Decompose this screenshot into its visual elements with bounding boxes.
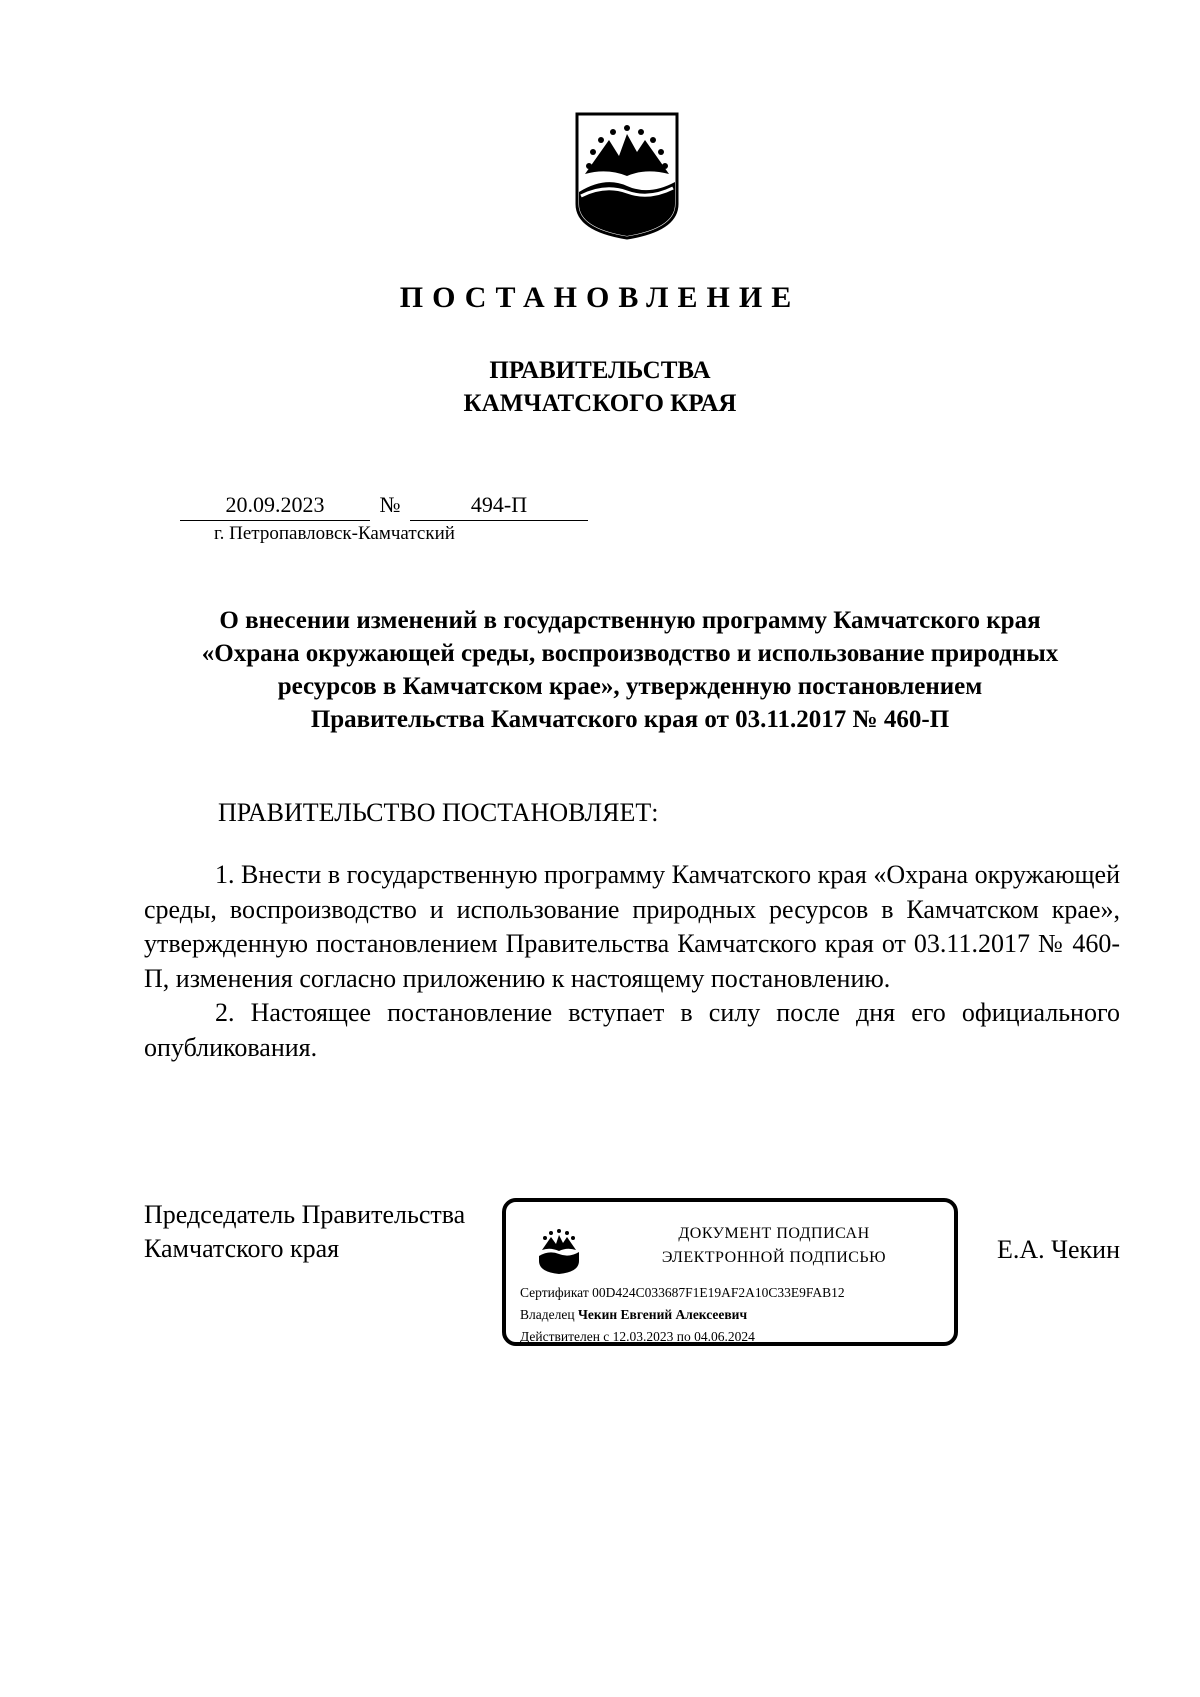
document-type-title: ПОСТАНОВЛЕНИЕ <box>399 281 801 314</box>
stamp-details <box>520 1282 845 1348</box>
signer-name: Е.А. Чекин <box>996 1235 1120 1264</box>
document-number: 494-П <box>410 490 588 521</box>
certificate-line <box>520 1282 845 1304</box>
certificate-label: Сертификат <box>520 1285 589 1300</box>
subject-line-4: Правительства Камчатского края от 03.11.2017 № 460-П <box>310 706 950 733</box>
subject-line-2: «Охрана окружающей среды, воспроизводство и использование природных <box>201 640 1059 667</box>
valid-to-label: по <box>676 1329 691 1344</box>
kamchatka-coat-of-arms-icon <box>575 112 679 240</box>
stamp-title-line-1: ДОКУМЕНТ ПОДПИСАН <box>678 1225 870 1242</box>
valid-from-value: 12.03.2023 <box>612 1329 674 1344</box>
electronic-signature-stamp <box>502 1198 958 1346</box>
validity-line <box>520 1326 845 1348</box>
issuer-title <box>0 354 1200 420</box>
subject-line-1: О внесении изменений в государственную программу Камчатского края <box>219 607 1041 634</box>
valid-from-label: Действителен с <box>520 1329 610 1344</box>
stamp-title-line-2: ЭЛЕКТРОННОЙ ПОДПИСЬЮ <box>661 1249 887 1266</box>
document-date: 20.09.2023 <box>180 490 370 521</box>
owner-value: Чекин Евгений Алексеевич <box>577 1307 748 1322</box>
issuer-line-1: ПРАВИТЕЛЬСТВА <box>489 357 711 384</box>
signer-position-line-1: Председатель Правительства <box>144 1200 466 1229</box>
certificate-value: 00D424C033687F1E19AF2A10C33E9FAB12 <box>592 1285 845 1300</box>
stamp-title <box>594 1222 954 1270</box>
issuer-line-2: КАМЧАТСКОГО КРАЯ <box>463 390 737 417</box>
subject-line-3: ресурсов в Камчатском крае», утвержденную постановлением <box>277 673 983 700</box>
paragraph-2: 2. Настоящее постановление вступает в силу после дня его официального опубликования. <box>144 998 1120 1062</box>
signer-position-line-2: Камчатского края <box>144 1234 340 1263</box>
kamchatka-coat-of-arms-icon <box>536 1226 582 1276</box>
owner-label: Владелец <box>520 1307 575 1322</box>
city-label: г. Петропавловск-Камчатский <box>214 523 455 544</box>
valid-to-value: 04.06.2024 <box>694 1329 755 1344</box>
owner-line <box>520 1304 845 1326</box>
signer-position <box>144 1198 465 1266</box>
paragraph-1: 1. Внести в государственную программу Камчатского края «Охрана окружающей среды, воспроизводство и использование природных ресурсов в Камчатском крае», утвержденную постановлением Правительства Камчатского края от 03.11.2017 № 460-П, изменения согласно приложению к настоящему постановлению. <box>144 860 1120 993</box>
document-body <box>144 858 1120 1066</box>
document-subject <box>140 604 1120 736</box>
number-sign: № <box>379 492 401 517</box>
decree-word: ПРАВИТЕЛЬСТВО ПОСТАНОВЛЯЕТ: <box>218 798 659 827</box>
